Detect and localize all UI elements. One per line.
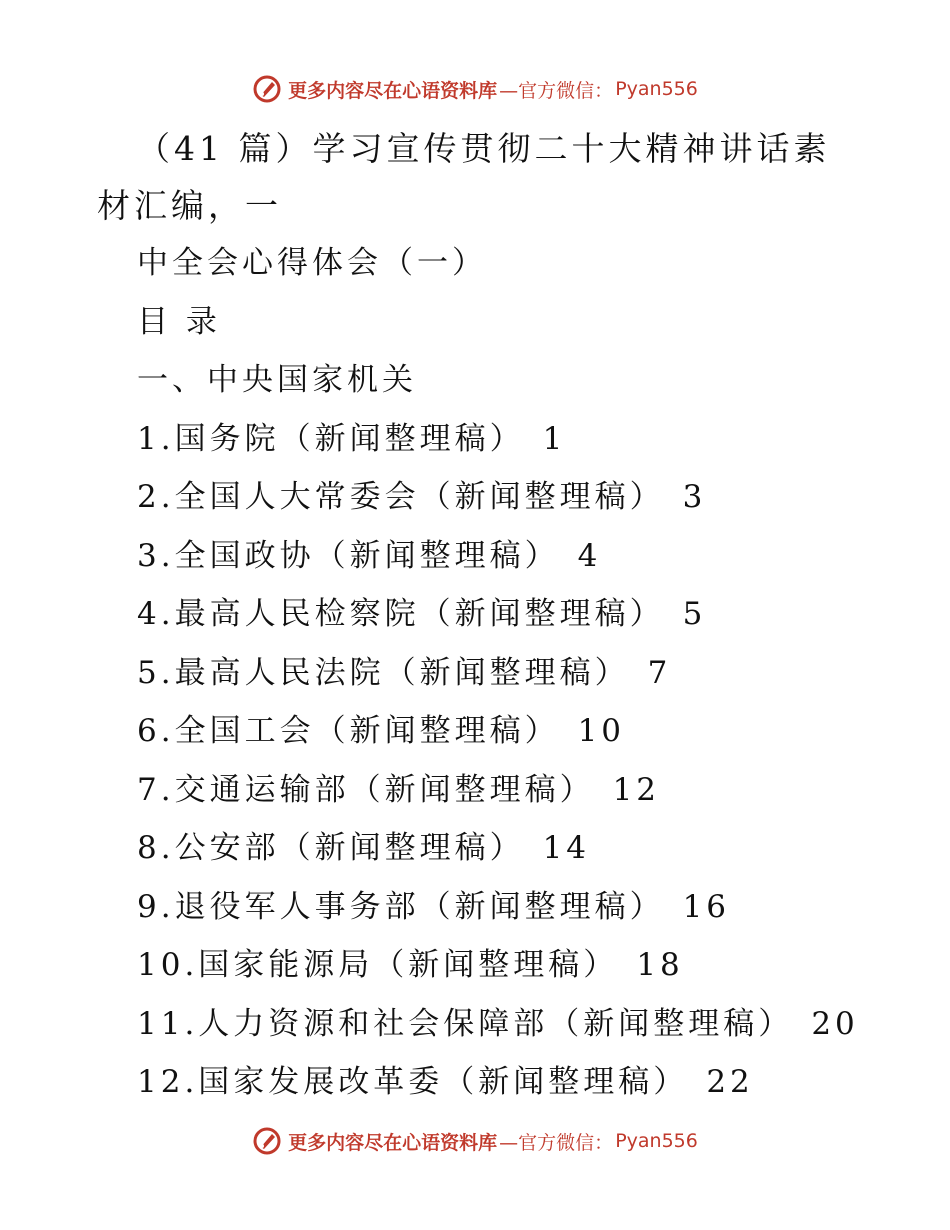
- toc-entry: [0, 410, 950, 469]
- toc-entry: [0, 527, 950, 586]
- watermark-text: 更多内容尽在心语资料库: [288, 1131, 498, 1154]
- toc-entry-page: 18: [636, 947, 684, 983]
- document-subtitle: 中全会心得体会（一）: [137, 245, 487, 281]
- toc-entry-page: 12: [612, 771, 661, 808]
- toc-entry-label: 9.退役军人事务部（新闻整理稿）: [137, 888, 665, 925]
- toc-entry-label: 4.最高人民检察院（新闻整理稿）: [137, 596, 665, 632]
- toc-entry-page: 10: [577, 713, 626, 749]
- toc-entry: [0, 819, 950, 878]
- watermark-wechat-id: Pyan556: [615, 78, 698, 100]
- watermark-footer: [0, 1121, 950, 1161]
- toc-entry: [0, 761, 950, 820]
- toc-entry-page: 14: [542, 830, 591, 866]
- toc-entry-label: 12.国家发展改革委（新闻整理稿）: [137, 1064, 689, 1100]
- toc-entry-page: 22: [706, 1064, 754, 1100]
- watermark-wechat-label: —官方微信：: [499, 79, 614, 102]
- toc-entry-page: 16: [682, 888, 731, 925]
- document-title: （41 篇）学习宣传贯彻二十大精神讲话素材汇编，一: [97, 129, 831, 225]
- toc-entry-label: 2.全国人大常委会（新闻整理稿）: [137, 479, 665, 515]
- toc-entry: [0, 936, 950, 995]
- watermark-wechat-id: Pyan556: [615, 1130, 698, 1152]
- toc-entry-label: 11.人力资源和社会保障部（新闻整理稿）: [137, 1005, 794, 1042]
- toc-entry-label: 6.全国工会（新闻整理稿）: [137, 713, 560, 749]
- toc-entry: [0, 1053, 950, 1112]
- toc-entry: [0, 585, 950, 644]
- toc-entry-label: 7.交通运输部（新闻整理稿）: [137, 771, 595, 808]
- pen-logo-icon: [252, 74, 282, 104]
- toc-entry: [0, 702, 950, 761]
- toc-entry: [0, 878, 950, 937]
- toc-entry: [0, 468, 950, 527]
- section-heading: 一、中央国家机关: [137, 362, 417, 398]
- document-body: [0, 120, 950, 1112]
- pen-logo-icon: [252, 1126, 282, 1156]
- toc-entry-page: 3: [682, 479, 707, 515]
- toc-entry-label: 3.全国政协（新闻整理稿）: [137, 537, 560, 574]
- toc-entry-label: 1.国务院（新闻整理稿）: [137, 420, 525, 457]
- toc-entry-label: 10.国家能源局（新闻整理稿）: [137, 947, 619, 983]
- toc-entry: [0, 995, 950, 1054]
- toc-entry-page: 5: [682, 596, 707, 632]
- toc-entry: [0, 644, 950, 703]
- toc-entry-page: 20: [811, 1005, 859, 1042]
- watermark-text: 更多内容尽在心语资料库: [288, 79, 498, 102]
- toc-entry-page: 1: [542, 420, 567, 457]
- toc-list: [0, 410, 950, 1112]
- toc-entry-label: 8.公安部（新闻整理稿）: [137, 830, 525, 866]
- toc-entry-page: 7: [647, 654, 672, 691]
- watermark-wechat-label: —官方微信：: [499, 1131, 614, 1154]
- toc-heading: 目 录: [137, 303, 221, 340]
- toc-entry-page: 4: [577, 537, 602, 574]
- watermark-header: [0, 69, 950, 109]
- toc-entry-label: 5.最高人民法院（新闻整理稿）: [137, 654, 630, 691]
